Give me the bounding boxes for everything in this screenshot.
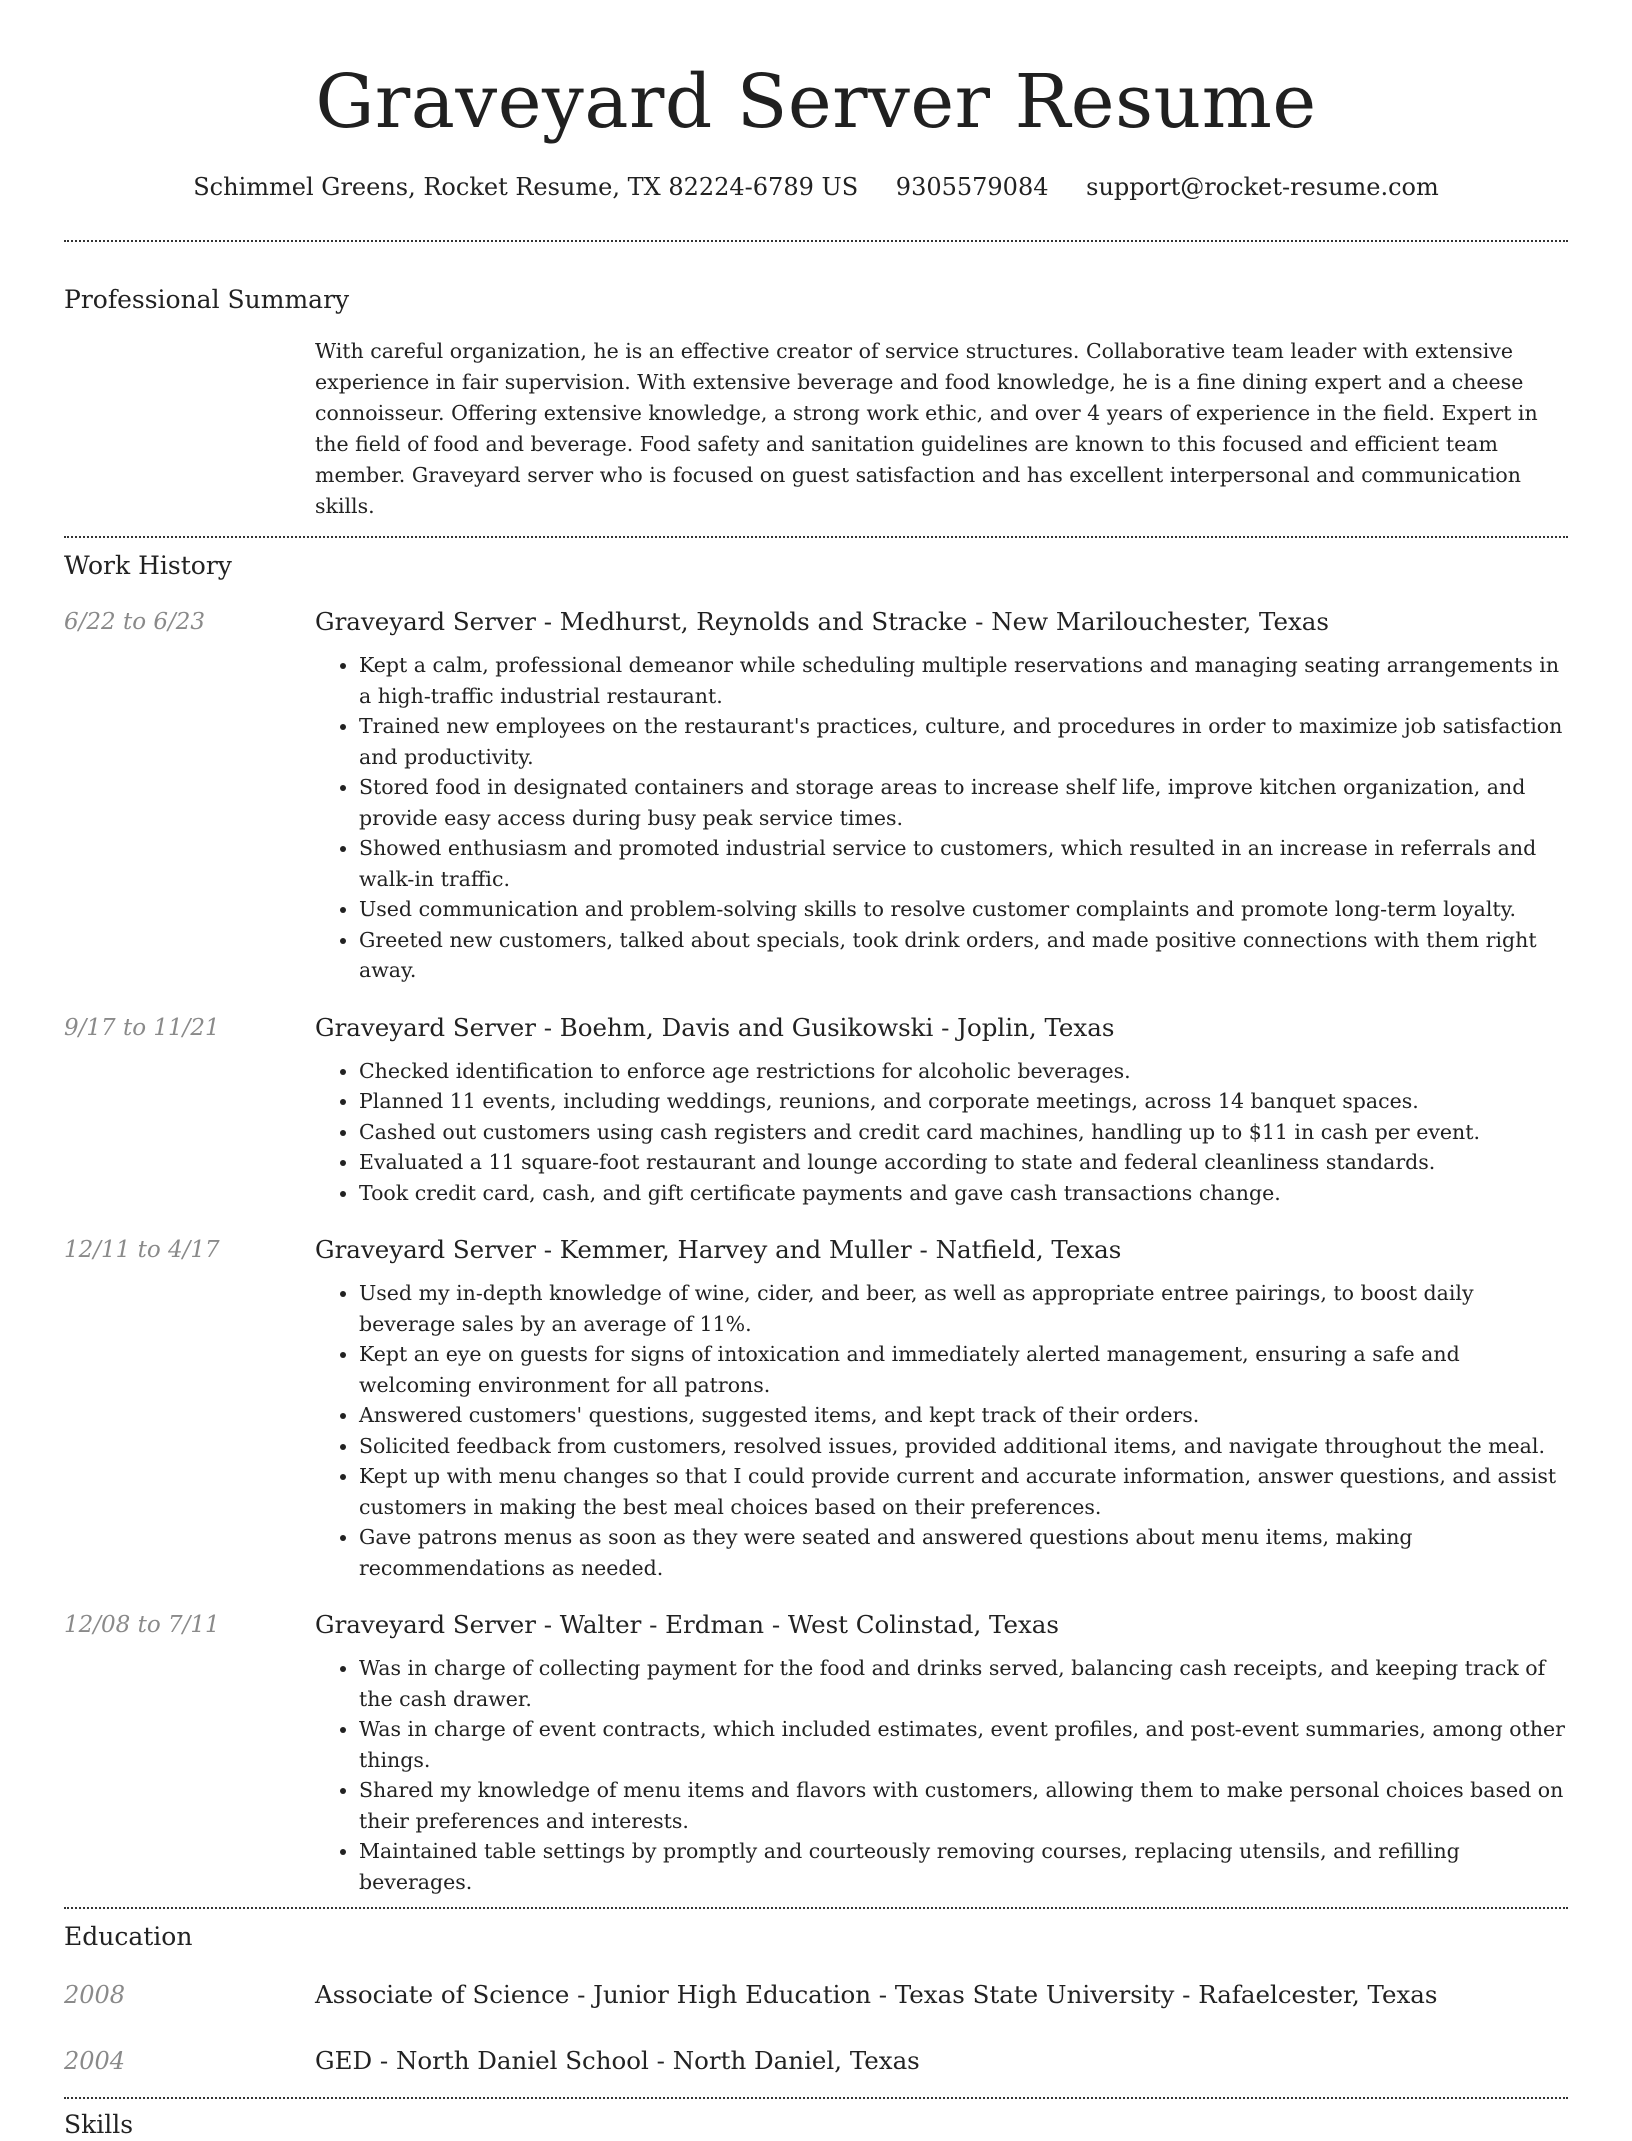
job-bullet: • Kept up with menu changes so that I could provide current and accurate information, answer questions, and assist customers in making the best meal choices based on their preferences. (359, 1461, 1568, 1522)
job-body (315, 1234, 1568, 1583)
job-bullet: • Was in charge of event contracts, which included estimates, event profiles, and post-event summaries, among other things. (359, 1714, 1568, 1775)
work-history-list (64, 606, 1568, 1897)
resume-page (64, 0, 1568, 2141)
education-date: 2004 (64, 2047, 126, 2075)
section-title-work-history: Work History (64, 551, 232, 580)
job-bullet: • Took credit card, cash, and gift certificate payments and gave cash transactions change. (359, 1178, 1568, 1209)
education-entry (64, 1979, 1568, 2011)
job-bullet: • Planned 11 events, including weddings, reunions, and corporate meetings, across 14 banquet spaces. (359, 1086, 1568, 1117)
job-entry (64, 1012, 1568, 1209)
job-body (315, 1609, 1568, 1897)
job-date: 6/22 to 6/23 (64, 609, 206, 635)
education-text: Associate of Science - Junior High Education - Texas State University - Rafaelcester, Texas (315, 1980, 1438, 2009)
job-date: 9/17 to 11/21 (64, 1014, 220, 1041)
job-bullet: • Gave patrons menus as soon as they were seated and answered questions about menu items, making recommendations as needed. (359, 1522, 1568, 1583)
job-entry (64, 1234, 1568, 1583)
job-bullet: • Evaluated a 11 square-foot restaurant and lounge according to state and federal cleanliness standards. (359, 1147, 1568, 1178)
section-divider (64, 536, 1568, 538)
section-divider (64, 240, 1568, 242)
contact-address: Schimmel Greens, Rocket Resume, TX 82224-6789 US (193, 173, 859, 201)
job-bullet: • Showed enthusiasm and promoted industrial service to customers, which resulted in an increase in referrals and walk-in traffic. (359, 833, 1568, 894)
contact-email: support@rocket-resume.com (1086, 173, 1439, 201)
job-bullet-list (315, 1653, 1568, 1897)
section-divider (64, 2097, 1568, 2099)
section-title-skills: Skills (64, 2110, 134, 2139)
contact-line (64, 170, 1568, 204)
job-bullet: • Used communication and problem-solving skills to resolve customer complaints and promote long-term loyalty. (359, 894, 1568, 925)
job-bullet: • Shared my knowledge of menu items and flavors with customers, allowing them to make personal choices based on their preferences and interests. (359, 1775, 1568, 1836)
job-bullet: • Was in charge of collecting payment for the food and drinks served, balancing cash receipts, and keeping track of the cash drawer. (359, 1653, 1568, 1714)
education-entry (64, 2045, 1568, 2077)
job-entry (64, 1609, 1568, 1897)
job-bullet: • Kept a calm, professional demeanor while scheduling multiple reservations and managing seating arrangements in a high-traffic industrial restaurant. (359, 650, 1568, 711)
job-bullet-list (315, 650, 1568, 986)
job-body (315, 606, 1568, 986)
resume-title: Graveyard Server Resume (315, 59, 1317, 145)
section-title-education: Education (64, 1922, 193, 1951)
job-bullet: • Stored food in designated containers and storage areas to increase shelf life, improve kitchen organization, and provide easy access during busy peak service times. (359, 772, 1568, 833)
job-heading: Graveyard Server - Walter - Erdman - West Colinstad, Texas (315, 1610, 1059, 1639)
job-bullet: • Cashed out customers using cash registers and credit card machines, handling up to $11 in cash per event. (359, 1117, 1568, 1148)
job-bullet: • Kept an eye on guests for signs of intoxication and immediately alerted management, ensuring a safe and welcoming environment for all patrons. (359, 1339, 1568, 1400)
job-heading: Graveyard Server - Kemmer, Harvey and Muller - Natfield, Texas (315, 1235, 1122, 1264)
job-bullet: • Solicited feedback from customers, resolved issues, provided additional items, and navigate throughout the meal. (359, 1431, 1568, 1462)
job-heading: Graveyard Server - Boehm, Davis and Gusikowski - Joplin, Texas (315, 1012, 1115, 1042)
job-date: 12/11 to 4/17 (64, 1237, 220, 1263)
job-heading: Graveyard Server - Medhurst, Reynolds and Stracke - New Marilouchester, Texas (315, 607, 1329, 636)
job-bullet: • Greeted new customers, talked about specials, took drink orders, and made positive connections with them right away. (359, 925, 1568, 986)
job-bullet: • Maintained table settings by promptly and courteously removing courses, replacing utensils, and refilling beverages. (359, 1836, 1568, 1897)
job-body (315, 1012, 1568, 1209)
job-bullet-list (315, 1056, 1568, 1209)
education-date: 2008 (64, 1981, 126, 2009)
section-title-summary: Professional Summary (64, 285, 350, 314)
job-date: 12/08 to 7/11 (64, 1612, 220, 1638)
contact-phone: 9305579084 (895, 173, 1049, 201)
job-entry (64, 606, 1568, 986)
job-bullet: • Checked identification to enforce age restrictions for alcoholic beverages. (359, 1056, 1568, 1087)
job-bullet: • Trained new employees on the restaurant's practices, culture, and procedures in order to maximize job satisfaction and productivity. (359, 711, 1568, 772)
education-text: GED - North Daniel School - North Daniel, Texas (315, 2046, 920, 2075)
job-bullet-list (315, 1278, 1568, 1583)
section-divider (64, 1907, 1568, 1909)
job-bullet: • Answered customers' questions, suggested items, and kept track of their orders. (359, 1400, 1568, 1431)
job-bullet: • Used my in-depth knowledge of wine, cider, and beer, as well as appropriate entree pairings, to boost daily beverage sales by an average of 11%. (359, 1278, 1568, 1339)
summary-text: With careful organization, he is an effective creator of service structures. Collaborative team leader with extensive experience in fair supervision. With extensive beverage and food knowledge, he is a fine dining expert and a cheese connoisseur. Offering extensive knowledge, a strong work ethic, and over 4 years of experience in the field. Expert in the field of food and beverage. Food safety and sanitation guidelines are known to this focused and efficient team member. Graveyard server who is focused on guest satisfaction and has excellent interpersonal and communication skills. (315, 339, 1538, 518)
